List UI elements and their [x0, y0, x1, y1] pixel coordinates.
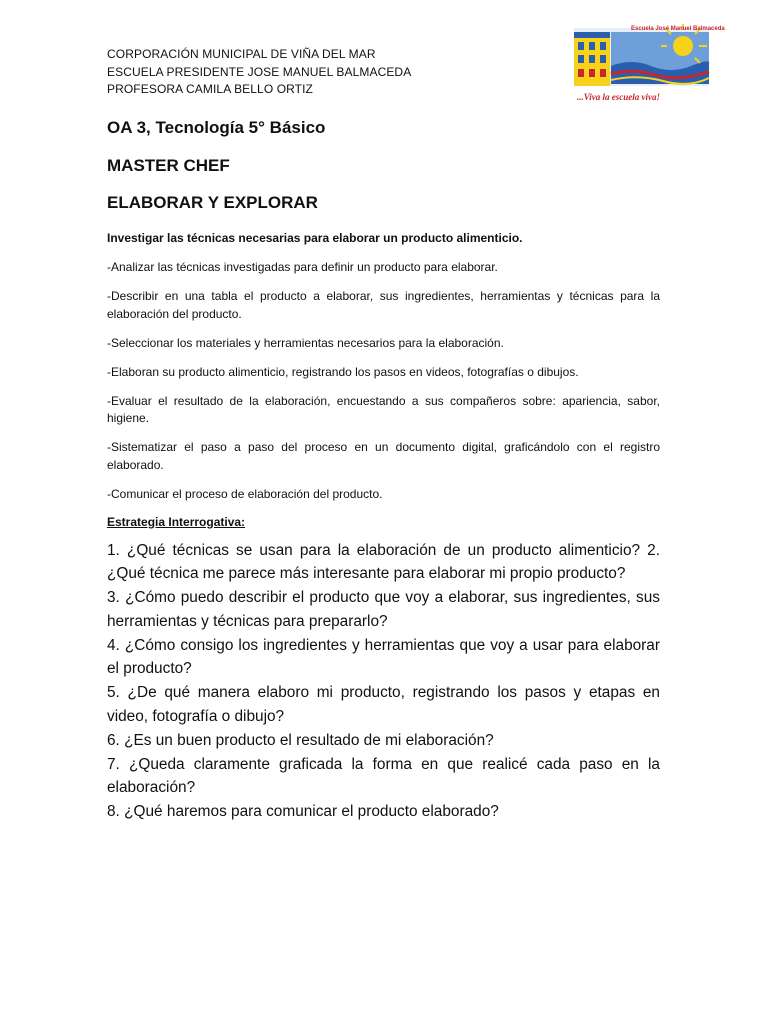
intro-statement: Investigar las técnicas necesarias para elaborar un producto alimenticio. [107, 231, 523, 245]
objective-item: -Evaluar el resultado de la elaboración, encuestando a sus compañeros sobre: apariencia, sabor, higiene. [107, 393, 660, 425]
question-item: 5. ¿De qué manera elaboro mi producto, registrando los pasos y etapas en video, fotografía o dibujo? [107, 684, 660, 726]
header-corporation: CORPORACIÓN MUNICIPAL DE VIÑA DEL MAR [107, 47, 376, 61]
objective-item: -Comunicar el proceso de elaboración del producto. [107, 486, 383, 501]
course-title: OA 3, Tecnología 5° Básico [107, 118, 326, 137]
strategy-heading: Estrategia Interrogativa: [107, 514, 246, 529]
question-item: 7. ¿Queda claramente graficada la forma en que realicé cada paso en la elaboración? [107, 755, 660, 797]
question-item: 1. ¿Qué técnicas se usan para la elaboración de un producto alimenticio? 2. ¿Qué técnica me parece más interesante para elaborar mi propio producto? [107, 541, 660, 583]
document-body [107, 230, 660, 824]
question-item: 4. ¿Cómo consigo los ingredientes y herramientas que voy a usar para elaborar el producto? [107, 636, 660, 678]
header-teacher: PROFESORA CAMILA BELLO ORTIZ [107, 82, 313, 96]
objective-item: -Sistematizar el paso a paso del proceso en un documento digital, graficándolo con el registro elaborado. [107, 440, 660, 472]
header-school: ESCUELA PRESIDENTE JOSE MANUEL BALMACEDA [107, 64, 412, 79]
objective-item: -Seleccionar los materiales y herramientas necesarios para la elaboración. [107, 335, 504, 350]
logo-slogan: ...Viva la escuela viva! [577, 92, 660, 102]
section-title: ELABORAR Y EXPLORAR [107, 193, 318, 212]
school-logo [571, 22, 725, 106]
document-header [107, 46, 411, 99]
logo-top-text: Escuela José Manuel Balmaceda [631, 26, 725, 32]
objective-item: -Analizar las técnicas investigadas para definir un producto para elaborar. [107, 260, 498, 274]
question-item: 3. ¿Cómo puedo describir el producto que voy a elaborar, sus ingredientes, sus herramientas y técnicas para prepararlo? [107, 589, 660, 630]
objective-item: -Elaboran su producto alimenticio, registrando los pasos en videos, fotografías o dibujos. [107, 364, 579, 379]
question-item: 6. ¿Es un buen producto el resultado de mi elaboración? [107, 731, 494, 749]
question-item: 8. ¿Qué haremos para comunicar el producto elaborado? [107, 803, 499, 821]
unit-title: MASTER CHEF [107, 156, 230, 175]
objective-item: -Describir en una tabla el producto a elaborar, sus ingredientes, herramientas y técnicas para la elaboración del producto. [107, 289, 660, 321]
building-icon [574, 32, 610, 86]
